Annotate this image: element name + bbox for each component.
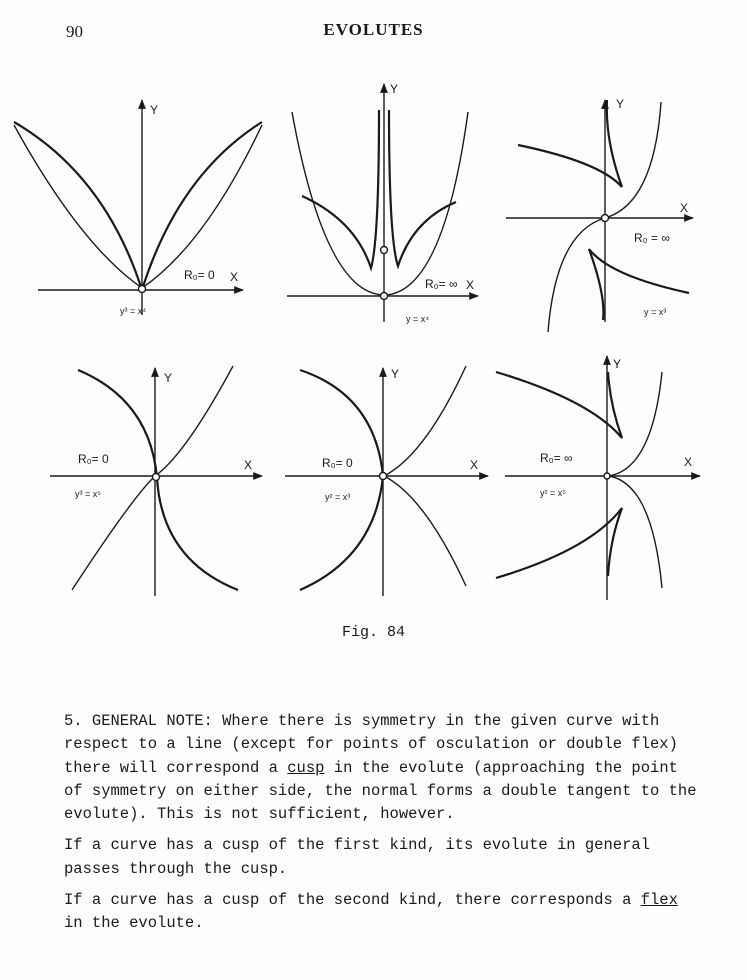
equation: y³ = x⁴ [120, 306, 147, 316]
body-text [64, 710, 704, 943]
text-run: in the evolute (approaching the point of symmetry on either side, the normal forms a double tangent to the evolute). This is not sufficient, however. [64, 758, 697, 823]
axis-label-y: Y [390, 82, 399, 96]
axis-label-x: X [230, 270, 239, 284]
equation: y² = x⁵ [540, 488, 566, 498]
paragraph-second-kind [64, 889, 704, 936]
evolute-lower [496, 508, 622, 578]
text-run: Where there is symmetry in the given curve with respect to a line (except for points of osculation or double flex) there will correspond a [64, 712, 678, 777]
paragraph-general-note [64, 710, 704, 826]
panel-6 [496, 356, 700, 600]
evolute-left [302, 110, 379, 268]
axis-label-x: X [470, 458, 479, 472]
r0-label: R₀= 0 [184, 268, 215, 282]
axis-label-y: Y [616, 97, 625, 111]
axis-label-y: Y [391, 367, 400, 381]
evolute-right [389, 110, 456, 266]
panel-1 [14, 100, 262, 316]
text-run: in the evolute. [64, 914, 204, 932]
axis-label-x: X [680, 201, 689, 215]
axis-label-x: X [684, 455, 693, 469]
evolute [300, 370, 383, 590]
evolute [14, 122, 262, 290]
r0-label: R₀= 0 [322, 456, 353, 470]
r0-label: R₀ = ∞ [634, 231, 670, 245]
r0-label: R₀= ∞ [425, 277, 458, 291]
axis-label-y: Y [164, 371, 173, 385]
evolute-upper [496, 372, 622, 438]
r0-label: R₀= 0 [78, 452, 109, 466]
figure-caption: Fig. 84 [341, 624, 405, 641]
axis-label-y: Y [613, 357, 622, 371]
evolute-lower [589, 249, 689, 320]
text-run: If a curve has a cusp of the second kind, there corresponds a [64, 890, 641, 909]
axis-label-x: X [244, 458, 253, 472]
equation: y² = x³ [325, 492, 351, 502]
panel-5 [285, 366, 488, 596]
panel-2 [287, 82, 478, 324]
equation: y = x⁴ [406, 314, 430, 324]
curve [608, 372, 662, 588]
equation: y = x³ [644, 307, 667, 317]
evolute-upper [518, 100, 622, 187]
axis-label-x: X [466, 278, 475, 292]
r0-label: R₀= ∞ [540, 451, 573, 465]
axis-label-y: Y [150, 103, 159, 117]
running-head: EVOLUTES [323, 20, 424, 39]
cusp-term: cusp [287, 758, 325, 777]
paragraph-first-kind: If a curve has a cusp of the first kind, its evolute in general passes through the cusp. [64, 836, 650, 878]
panel-3 [506, 97, 693, 332]
page-number: 90 [66, 22, 83, 41]
note-heading: 5. GENERAL NOTE: [64, 712, 213, 730]
flex-term: flex [640, 890, 678, 909]
panel-4 [50, 366, 262, 596]
equation: y³ = x⁵ [75, 489, 101, 499]
